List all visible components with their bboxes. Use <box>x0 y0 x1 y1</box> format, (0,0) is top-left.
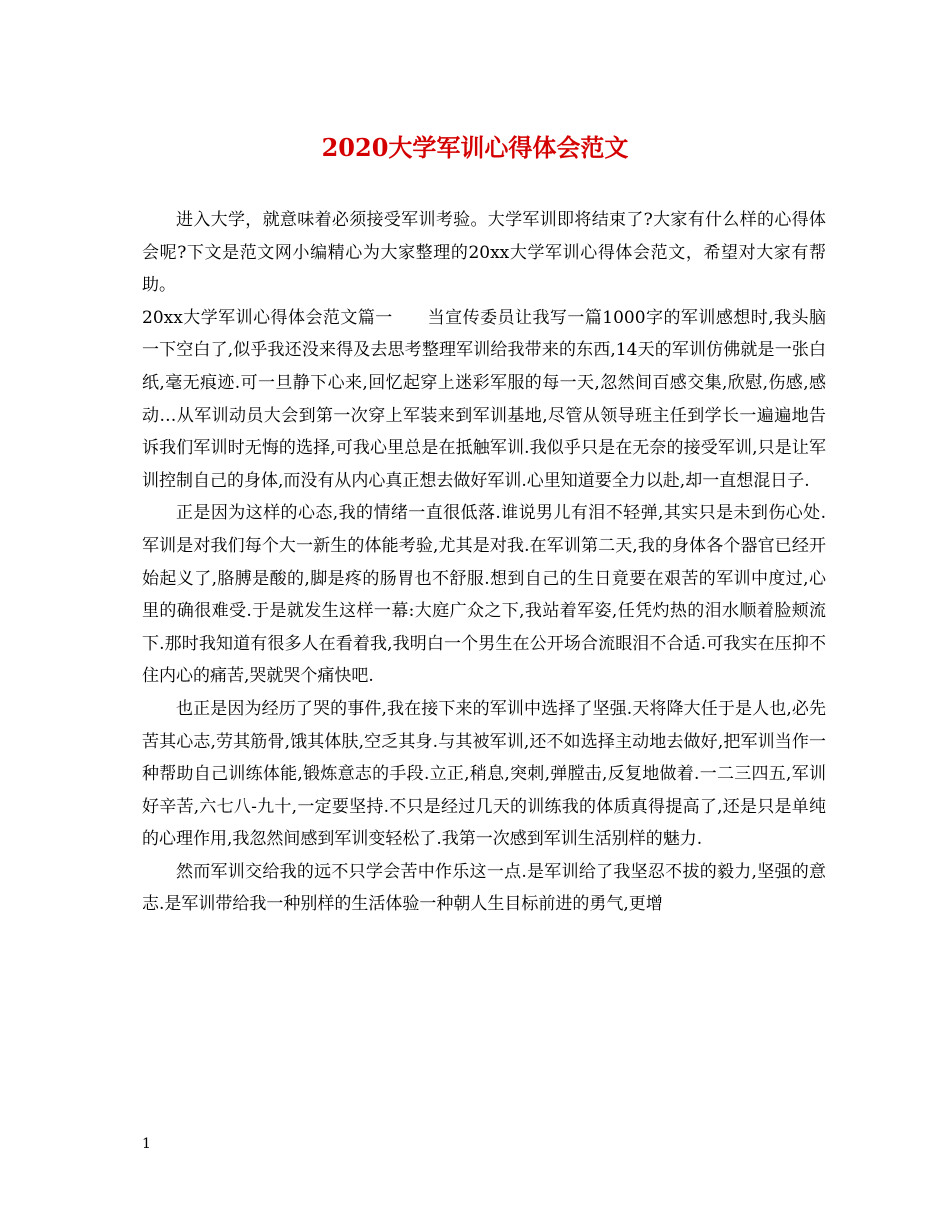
paragraph-low-mood: 正是因为这样的心态,我的情绪一直很低落.谁说男儿有泪不轻弹,其实只是未到伤心处.军训是对我们每个大一新生的体能考验,尤其是对我.在军训第二天,我的身体各个器官已经开始起义了,胳膊是酸的,脚是疼的肠胃也不舒服.想到自己的生日竟要在艰苦的军训中度过,心里的确很难受.于是就发生这样一幕:大庭广众之下,我站着军姿,任凭灼热的泪水顺着脸颊流下.那时我知道有很多人在看着我,我明白一个男生在公开场合流眼泪不合适.可我实在压抑不住内心的痛苦,哭就哭个痛快吧. <box>142 503 826 687</box>
page-number: 1 <box>142 1136 151 1152</box>
paragraph-choose-strength: 也正是因为经历了哭的事件,我在接下来的军训中选择了坚强.天将降大任于是人也,必先苦其心志,劳其筋骨,饿其体肤,空乏其身.与其被军训,还不如选择主动地去做好,把军训当作一种帮助自己训练体能,锻炼意志的手段.立正,稍息,突刺,弹膛击,反复地做着.一二三四五,军训好辛苦,六七八-九十,一定要坚持.不只是经过几天的训练我的体质真得提高了,还是只是单纯的心理作用,我忽然间感到军训变轻松了.我第一次感到军训生活别样的魅力. <box>142 698 826 850</box>
document-title: 2020大学军训心得体会范文 <box>321 133 629 162</box>
paragraph-intro: 进入大学，就意味着必须接受军训考验。大学军训即将结束了?大家有什么样的心得体会呢?下文是范文网小编精心为大家整理的20xx大学军训心得体会范文，希望对大家有帮助。 <box>142 210 826 296</box>
paragraph-essay-one: 20xx大学军训心得体会范文篇一 当宣传委员让我写一篇1000字的军训感想时,我头脑一下空白了,似乎我还没来得及去思考整理军训给我带来的东西,14天的军训仿佛就是一张白纸,毫无痕迹.可一旦静下心来,回忆起穿上迷彩军服的每一天,忽然间百感交集,欣慰,伤感,感动…从军训动员大会到第一次穿上军装来到军训基地,尽管从领导班主任到学长一遍遍地告诉我们军训时无悔的选择,可我心里总是在抵触军训.我似乎只是在无奈的接受军训,只是让军训控制自己的身体,而没有从内心真正想去做好军训.心里知道要全力以赴,却一直想混日子. <box>142 307 826 491</box>
paragraph-lessons: 然而军训交给我的远不只学会苦中作乐这一点.是军训给了我坚忍不拔的毅力,坚强的意志.是军训带给我一种别样的生活体验一种朝人生目标前进的勇气,更增 <box>142 861 826 915</box>
document-body <box>142 204 826 921</box>
